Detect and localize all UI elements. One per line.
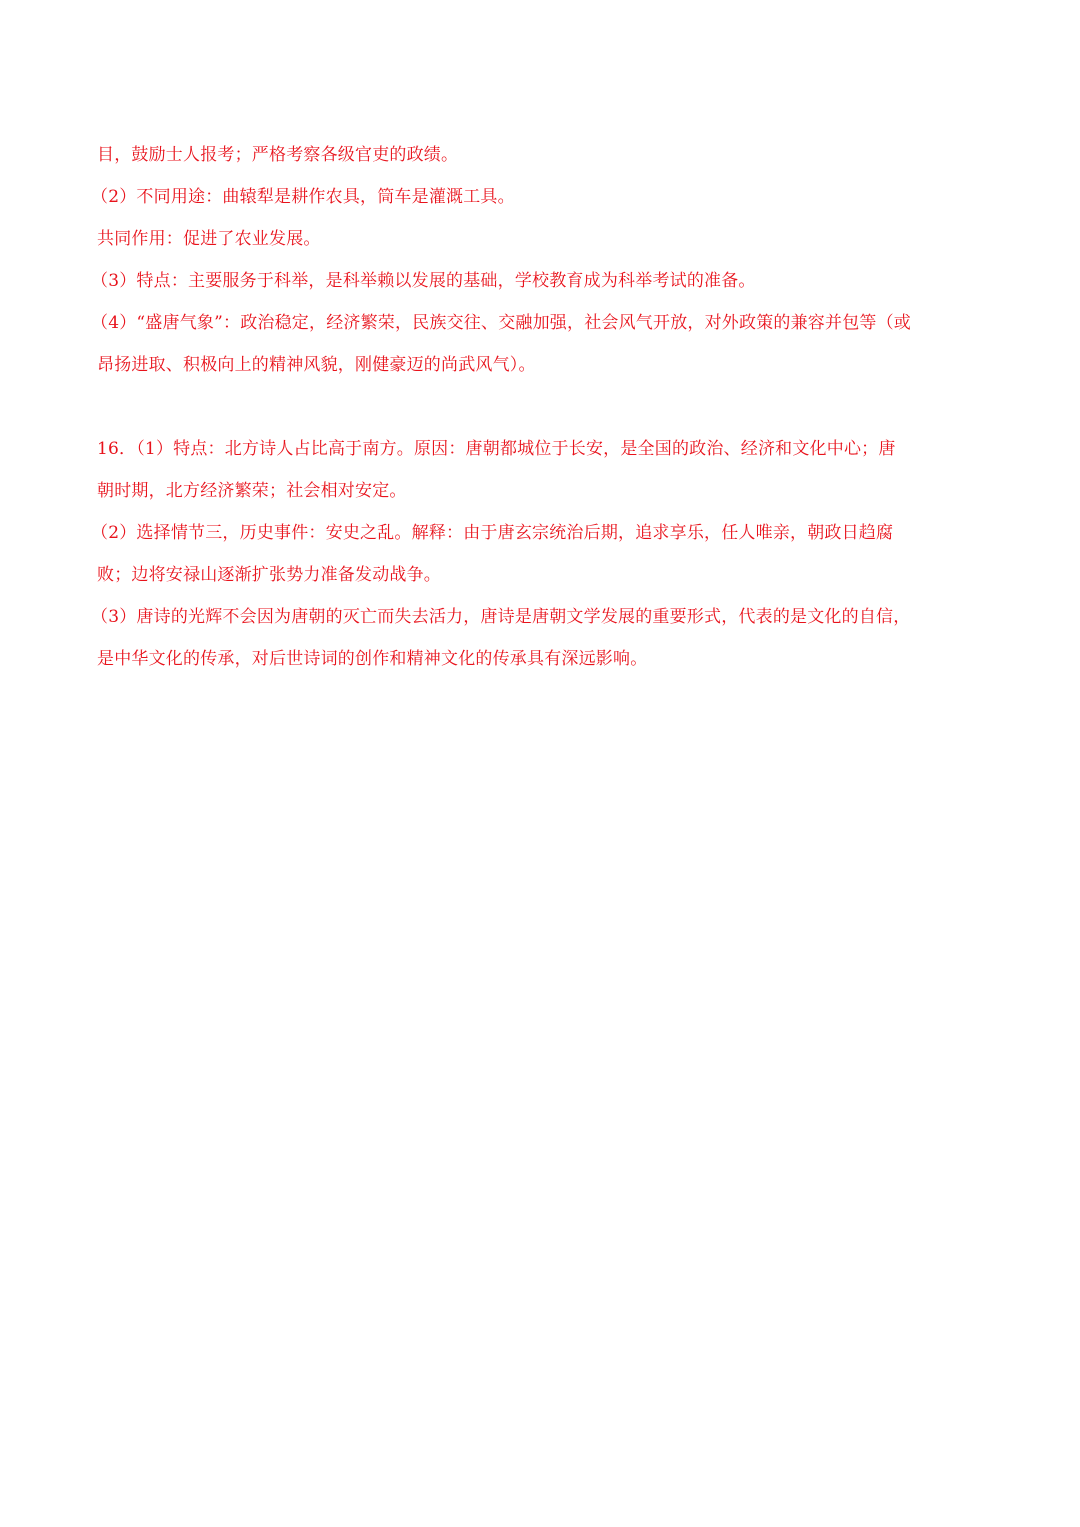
answer-line: 是中华文化的传承，对后世诗词的创作和精神文化的传承具有深远影响。	[97, 649, 648, 669]
answer-line: 败；边将安禄山逐渐扩张势力准备发动战争。	[97, 565, 441, 585]
answer-line: （4）“盛唐气象”：政治稳定，经济繁荣，民族交往、交融加强，社会风气开放，对外政策的兼容并包等（或	[91, 313, 911, 333]
answer-line: （3）唐诗的光辉不会因为唐朝的灭亡而失去活力，唐诗是唐朝文学发展的重要形式，代表的是文化的自信，	[91, 607, 911, 627]
answer-line: 目，鼓励士人报考；严格考察各级官吏的政绩。	[97, 145, 459, 165]
answer-line: 16．（1）特点：北方诗人占比高于南方。原因：唐朝都城位于长安，是全国的政治、经济和文化中心；唐	[97, 439, 896, 459]
answer-line: （3）特点：主要服务于科举，是科举赖以发展的基础，学校教育成为科举考试的准备。	[91, 271, 756, 291]
answer-line: （2）选择情节三，历史事件：安史之乱。解释：由于唐玄宗统治后期，追求享乐，任人唯亲，朝政日趋腐	[91, 523, 894, 543]
answer-line: 共同作用：促进了农业发展。	[97, 229, 321, 249]
answer-line: 昂扬进取、积极向上的精神风貌，刚健豪迈的尚武风气）。	[97, 355, 536, 375]
answer-block-q15	[91, 134, 987, 386]
section-spacer	[97, 386, 987, 428]
answer-content	[91, 134, 987, 680]
answer-line: 朝时期，北方经济繁荣；社会相对安定。	[97, 481, 407, 501]
answer-block-q16	[91, 428, 987, 680]
answer-line: （2）不同用途：曲辕犁是耕作农具，筒车是灌溉工具。	[91, 187, 515, 207]
